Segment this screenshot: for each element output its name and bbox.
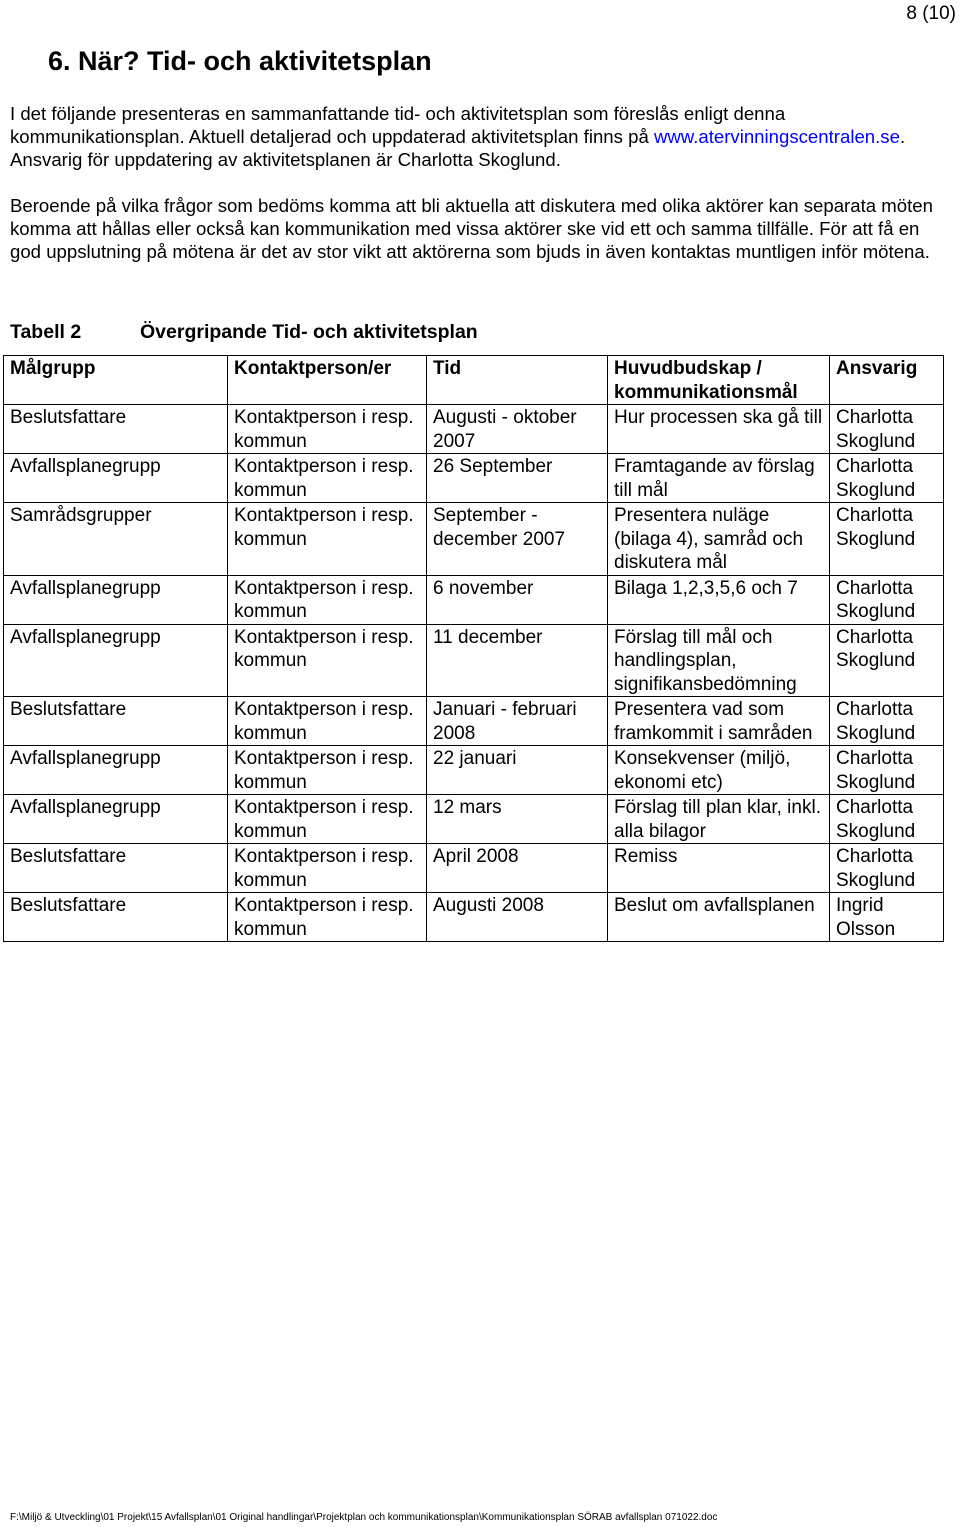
cell-key-message: Förslag till mål och handlingsplan, signifikansbedömning xyxy=(608,624,830,697)
cell-contact-person: Kontaktperson i resp. kommun xyxy=(228,503,427,576)
cell-time: 12 mars xyxy=(427,795,608,844)
cell-contact-person: Kontaktperson i resp. kommun xyxy=(228,893,427,942)
cell-key-message: Framtagande av förslag till mål xyxy=(608,454,830,503)
cell-key-message: Konsekvenser (miljö, ekonomi etc) xyxy=(608,746,830,795)
cell-responsible: Charlotta Skoglund xyxy=(830,405,944,454)
table-caption xyxy=(10,320,478,344)
table-row xyxy=(4,746,944,795)
cell-responsible: Charlotta Skoglund xyxy=(830,575,944,624)
cell-time: 6 november xyxy=(427,575,608,624)
cell-key-message: Hur processen ska gå till xyxy=(608,405,830,454)
website-link[interactable]: www.atervinningscentralen.se xyxy=(653,126,900,147)
table-body xyxy=(4,405,944,942)
cell-target-group: Beslutsfattare xyxy=(4,697,228,746)
cell-contact-person: Kontaktperson i resp. kommun xyxy=(228,405,427,454)
section-heading: 6. När? Tid- och aktivitetsplan xyxy=(48,46,432,76)
cell-key-message: Presentera nuläge (bilaga 4), samråd och diskutera mål xyxy=(608,503,830,576)
header-key-message: Huvudbudskap / kommunikationsmål xyxy=(608,356,830,405)
cell-key-message: Bilaga 1,2,3,5,6 och 7 xyxy=(608,575,830,624)
meetings-paragraph: Beroende på vilka frågor som bedöms komma att bli aktuella att diskutera med olika aktörer kan separata möten komma att hållas eller också kan kommunikation med vissa aktörer ske vid ett och samma tillfälle. För att få en god uppslutning på mötena är det av stor vikt att aktörerna som bjuds in även kontaktas muntligen inför mötena. xyxy=(10,195,933,262)
cell-time: 11 december xyxy=(427,624,608,697)
cell-time: September - december 2007 xyxy=(427,503,608,576)
header-time: Tid xyxy=(427,356,608,405)
cell-target-group: Avfallsplanegrupp xyxy=(4,746,228,795)
header-responsible: Ansvarig xyxy=(830,356,944,405)
cell-time: 22 januari xyxy=(427,746,608,795)
cell-contact-person: Kontaktperson i resp. kommun xyxy=(228,746,427,795)
cell-key-message: Beslut om avfallsplanen xyxy=(608,893,830,942)
cell-target-group: Beslutsfattare xyxy=(4,844,228,893)
cell-target-group: Avfallsplanegrupp xyxy=(4,575,228,624)
cell-time: Augusti - oktober 2007 xyxy=(427,405,608,454)
table-header-row xyxy=(4,356,944,405)
table-row xyxy=(4,575,944,624)
file-path-footer: F:\Miljö & Utveckling\01 Projekt\15 Avfallsplan\01 Original handlingar\Projektplan och kommunikationsplan\Kommunikationsplan SÖRAB avfallsplan 071022.doc xyxy=(10,1512,718,1523)
cell-target-group: Beslutsfattare xyxy=(4,893,228,942)
table-row xyxy=(4,503,944,576)
cell-responsible: Charlotta Skoglund xyxy=(830,795,944,844)
cell-responsible: Charlotta Skoglund xyxy=(830,454,944,503)
table-row xyxy=(4,454,944,503)
cell-key-message: Presentera vad som framkommit i samråden xyxy=(608,697,830,746)
table-row xyxy=(4,624,944,697)
table-row xyxy=(4,405,944,454)
cell-time: April 2008 xyxy=(427,844,608,893)
page-number: 8 (10) xyxy=(906,3,956,24)
header-contact-person: Kontaktperson/er xyxy=(228,356,427,405)
table-caption-label: Tabell 2 xyxy=(10,321,82,343)
cell-key-message: Förslag till plan klar, inkl. alla bilagor xyxy=(608,795,830,844)
cell-target-group: Avfallsplanegrupp xyxy=(4,795,228,844)
intro-text-before: I det följande presenteras en sammanfattande tid- och aktivitetsplan som föreslås enligt denna kommunikationsplan. Aktuell detaljerad och uppdaterad aktivitetsplan finns på xyxy=(10,103,786,147)
cell-responsible: Charlotta Skoglund xyxy=(830,746,944,795)
cell-responsible: Ingrid Olsson xyxy=(830,893,944,942)
cell-target-group: Samrådsgrupper xyxy=(4,503,228,576)
cell-contact-person: Kontaktperson i resp. kommun xyxy=(228,795,427,844)
cell-key-message: Remiss xyxy=(608,844,830,893)
table-row xyxy=(4,697,944,746)
cell-contact-person: Kontaktperson i resp. kommun xyxy=(228,697,427,746)
cell-contact-person: Kontaktperson i resp. kommun xyxy=(228,844,427,893)
cell-target-group: Beslutsfattare xyxy=(4,405,228,454)
cell-responsible: Charlotta Skoglund xyxy=(830,624,944,697)
table-row xyxy=(4,844,944,893)
cell-contact-person: Kontaktperson i resp. kommun xyxy=(228,454,427,503)
cell-contact-person: Kontaktperson i resp. kommun xyxy=(228,624,427,697)
cell-time: Augusti 2008 xyxy=(427,893,608,942)
cell-time: 26 September xyxy=(427,454,608,503)
cell-responsible: Charlotta Skoglund xyxy=(830,503,944,576)
cell-responsible: Charlotta Skoglund xyxy=(830,697,944,746)
intro-paragraph xyxy=(10,102,955,171)
cell-time: Januari - februari 2008 xyxy=(427,697,608,746)
header-target-group: Målgrupp xyxy=(4,356,228,405)
table-row xyxy=(4,795,944,844)
table-row xyxy=(4,893,944,942)
cell-target-group: Avfallsplanegrupp xyxy=(4,624,228,697)
activity-plan-table xyxy=(3,355,944,942)
table-caption-title: Övergripande Tid- och aktivitetsplan xyxy=(140,321,478,343)
intro-text-after: . Ansvarig för uppdatering av aktivitetsplanen är Charlotta Skoglund. xyxy=(10,126,906,170)
cell-responsible: Charlotta Skoglund xyxy=(830,844,944,893)
cell-contact-person: Kontaktperson i resp. kommun xyxy=(228,575,427,624)
cell-target-group: Avfallsplanegrupp xyxy=(4,454,228,503)
